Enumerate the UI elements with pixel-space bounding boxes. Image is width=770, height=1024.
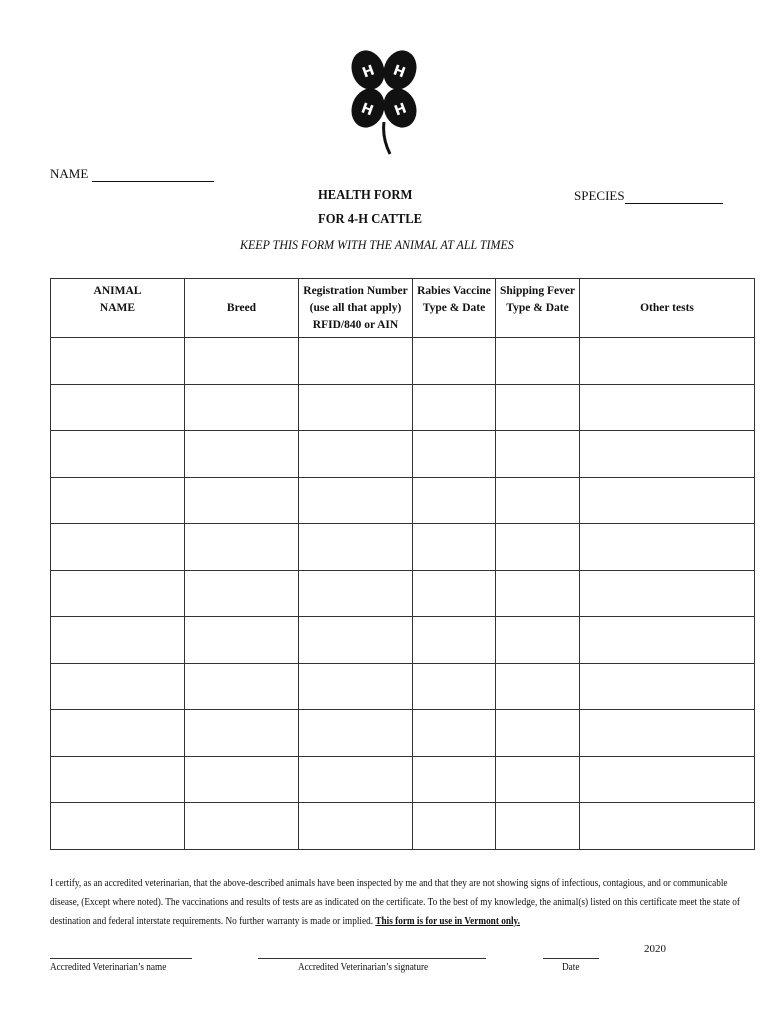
certification-statement <box>50 874 754 931</box>
table-cell[interactable] <box>299 384 413 431</box>
table-cell[interactable] <box>185 710 299 757</box>
table-cell[interactable] <box>185 663 299 710</box>
table-cell[interactable] <box>185 431 299 478</box>
table-cell[interactable] <box>413 803 496 850</box>
table-cell[interactable] <box>580 338 755 385</box>
table-cell[interactable] <box>299 803 413 850</box>
table-cell[interactable] <box>413 663 496 710</box>
table-row <box>51 384 755 431</box>
svg-text:H: H <box>360 62 377 82</box>
table-cell[interactable] <box>51 338 185 385</box>
table-cell[interactable] <box>299 524 413 571</box>
table-header-row <box>51 279 755 338</box>
table-cell[interactable] <box>413 431 496 478</box>
table-cell[interactable] <box>580 710 755 757</box>
vet-signature-label: Accredited Veterinarian’s signature <box>298 962 429 973</box>
table-cell[interactable] <box>496 431 580 478</box>
date-signature-line[interactable] <box>543 958 599 959</box>
table-cell[interactable] <box>51 756 185 803</box>
date-label: Date <box>562 962 580 973</box>
certification-text: I certify, as an accredited veterinarian, that the above-described animals have been inspected by me and that they are not showing signs of infectious, contagious, and or communicable disease, (Except where noted). The vaccinations and results of tests are as indicated on the certificate. To the best of my knowledge, the animal(s) listed on this certificate meet the state of destination and federal interstate requirements. No further warranty is made or implied. <box>50 878 740 927</box>
col-shipping-fever: Shipping Fever Type & Date <box>496 279 580 338</box>
table-cell[interactable] <box>496 663 580 710</box>
keep-notice: KEEP THIS FORM WITH THE ANIMAL AT ALL TIMES <box>240 237 514 252</box>
table-cell[interactable] <box>185 338 299 385</box>
table-cell[interactable] <box>496 477 580 524</box>
table-cell[interactable] <box>413 384 496 431</box>
table-row <box>51 710 755 757</box>
table-cell[interactable] <box>185 384 299 431</box>
table-cell[interactable] <box>185 756 299 803</box>
name-label: NAME <box>50 166 89 181</box>
table-cell[interactable] <box>51 803 185 850</box>
table-row <box>51 477 755 524</box>
col-other-tests: Other tests <box>580 279 755 338</box>
table-cell[interactable] <box>496 617 580 664</box>
table-cell[interactable] <box>496 384 580 431</box>
col-registration-number: Registration Number (use all that apply) RFID/840 or AIN <box>299 279 413 338</box>
table-cell[interactable] <box>496 710 580 757</box>
name-field[interactable] <box>50 166 214 182</box>
table-cell[interactable] <box>496 803 580 850</box>
table-cell[interactable] <box>580 803 755 850</box>
svg-text:H: H <box>392 100 409 120</box>
table-cell[interactable] <box>496 338 580 385</box>
table-cell[interactable] <box>299 338 413 385</box>
svg-text:H: H <box>358 100 376 120</box>
vet-name-label: Accredited Veterinarian’s name <box>50 962 167 973</box>
col-breed: Breed <box>185 279 299 338</box>
name-blank-line[interactable] <box>92 168 214 182</box>
table-cell[interactable] <box>413 756 496 803</box>
table-cell[interactable] <box>580 617 755 664</box>
table-cell[interactable] <box>496 524 580 571</box>
vermont-only-notice: This form is for use in Vermont only. <box>375 916 520 927</box>
table-cell[interactable] <box>51 570 185 617</box>
table-cell[interactable] <box>51 663 185 710</box>
table-cell[interactable] <box>51 384 185 431</box>
table-cell[interactable] <box>413 710 496 757</box>
table-cell[interactable] <box>299 663 413 710</box>
svg-text:H: H <box>390 62 408 82</box>
form-subtitle: FOR 4-H CATTLE <box>318 212 423 227</box>
table-row <box>51 756 755 803</box>
table-cell[interactable] <box>496 570 580 617</box>
table-cell[interactable] <box>496 756 580 803</box>
table-cell[interactable] <box>51 710 185 757</box>
health-table <box>50 278 755 850</box>
table-cell[interactable] <box>51 524 185 571</box>
table-cell[interactable] <box>51 617 185 664</box>
species-blank-line[interactable] <box>625 190 723 204</box>
table-cell[interactable] <box>299 477 413 524</box>
table-row <box>51 431 755 478</box>
table-cell[interactable] <box>299 617 413 664</box>
table-cell[interactable] <box>51 477 185 524</box>
table-cell[interactable] <box>185 477 299 524</box>
table-row <box>51 524 755 571</box>
table-cell[interactable] <box>51 431 185 478</box>
table-cell[interactable] <box>580 477 755 524</box>
col-rabies-vaccine: Rabies Vaccine Type & Date <box>413 279 496 338</box>
vet-name-signature-line[interactable] <box>50 958 192 959</box>
table-cell[interactable] <box>413 338 496 385</box>
table-cell[interactable] <box>185 617 299 664</box>
table-row <box>51 617 755 664</box>
table-cell[interactable] <box>580 384 755 431</box>
table-cell[interactable] <box>580 524 755 571</box>
col-animal-name: ANIMAL NAME <box>51 279 185 338</box>
table-cell[interactable] <box>185 803 299 850</box>
table-row <box>51 803 755 850</box>
species-field[interactable] <box>574 188 723 204</box>
species-label: SPECIES <box>574 188 625 203</box>
table-cell[interactable] <box>299 710 413 757</box>
table-cell[interactable] <box>299 431 413 478</box>
table-cell[interactable] <box>299 570 413 617</box>
table-cell[interactable] <box>413 570 496 617</box>
table-row <box>51 338 755 385</box>
table-cell[interactable] <box>299 756 413 803</box>
form-year: 2020 <box>644 943 666 955</box>
table-cell[interactable] <box>580 431 755 478</box>
table-cell[interactable] <box>413 524 496 571</box>
table-cell[interactable] <box>580 663 755 710</box>
table-cell[interactable] <box>185 524 299 571</box>
table-row <box>51 570 755 617</box>
table-cell[interactable] <box>580 570 755 617</box>
table-row <box>51 663 755 710</box>
form-title: HEALTH FORM <box>318 188 413 203</box>
table-cell[interactable] <box>580 756 755 803</box>
4h-clover-logo-icon <box>348 46 420 158</box>
table-cell[interactable] <box>413 477 496 524</box>
table-cell[interactable] <box>185 570 299 617</box>
table-cell[interactable] <box>413 617 496 664</box>
vet-signature-line[interactable] <box>258 958 486 959</box>
